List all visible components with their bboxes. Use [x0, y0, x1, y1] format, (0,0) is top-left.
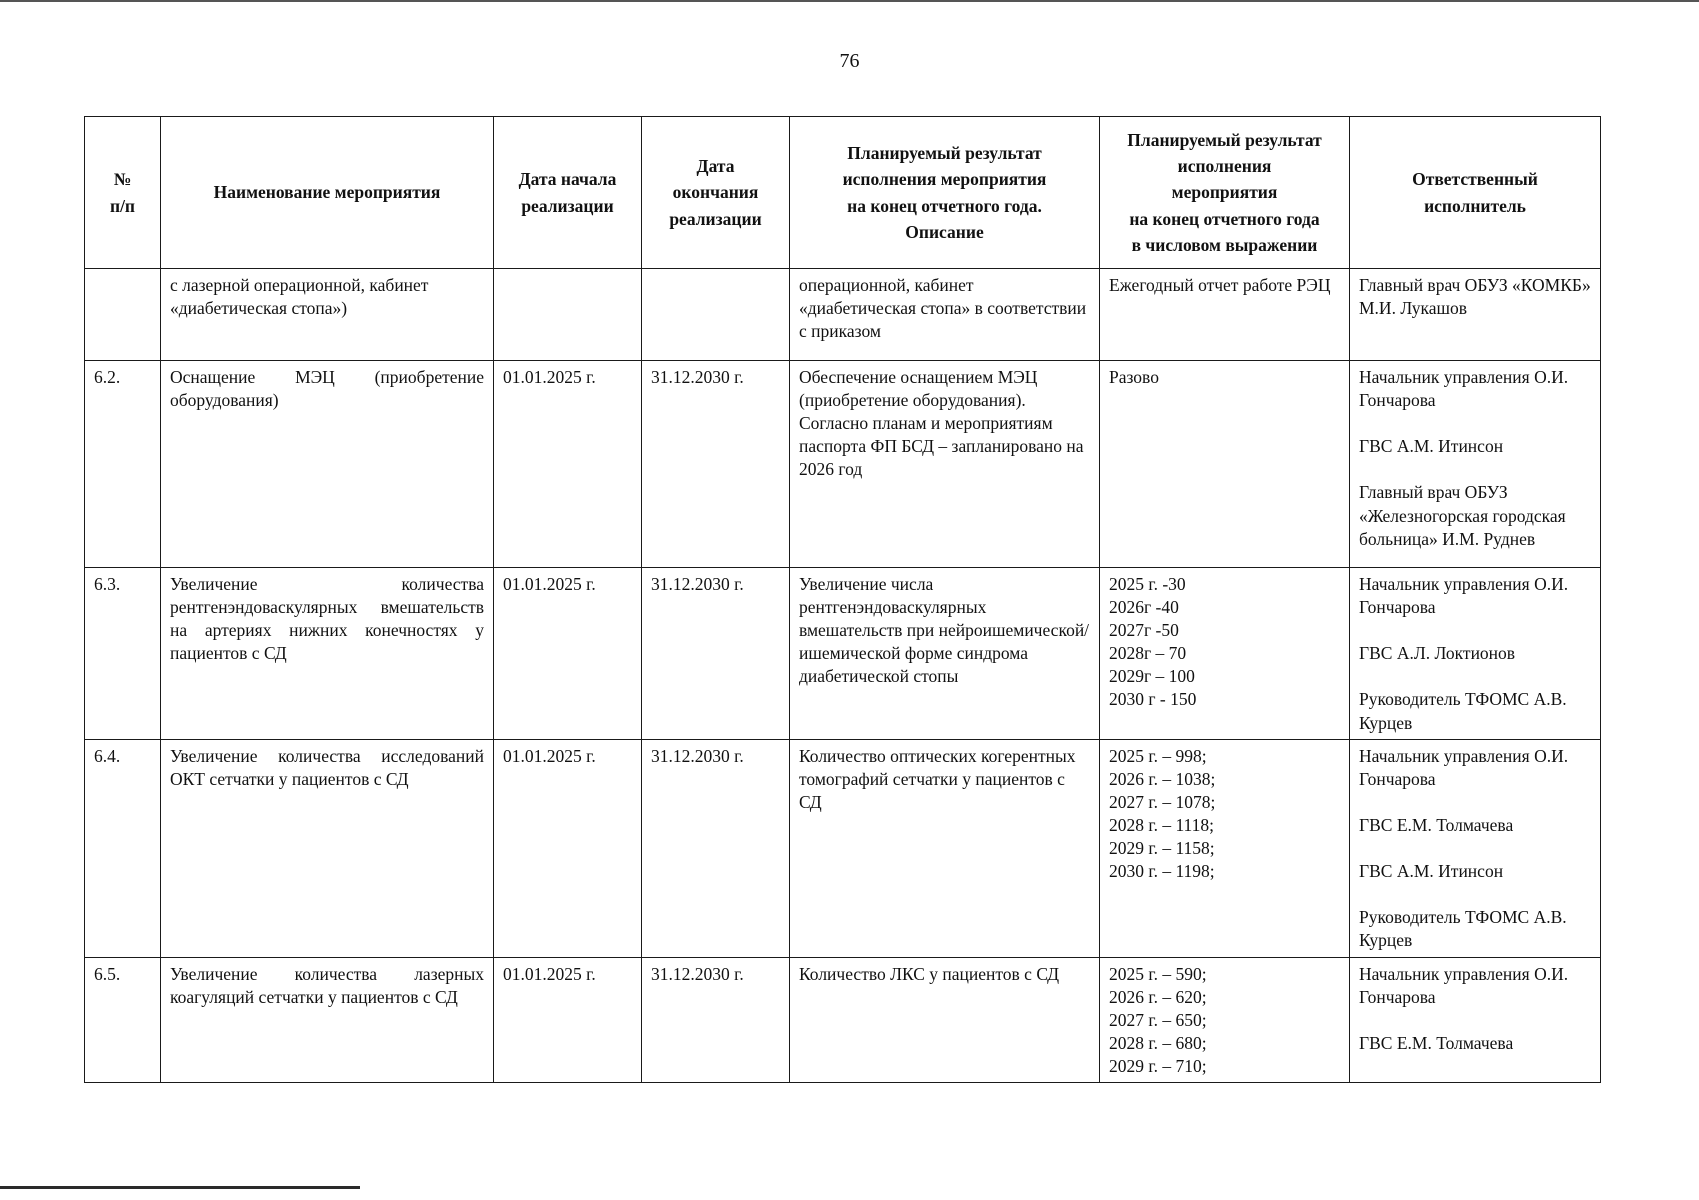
row-start-date: 01.01.2025 г. [494, 568, 642, 740]
row-end-date: 31.12.2030 г. [642, 739, 790, 957]
row-activity-name: Увеличение количества лазерных коагуляций сетчатки у пациентов с СД [161, 957, 494, 1082]
row-start-date: 01.01.2025 г. [494, 361, 642, 568]
row-activity-name: Оснащение МЭЦ (приобретение оборудования) [161, 361, 494, 568]
row-end-date [642, 269, 790, 361]
row-number: 6.3. [85, 568, 161, 740]
header-activity-name: Наименование мероприятия [161, 117, 494, 269]
row-start-date [494, 269, 642, 361]
row-number: 6.2. [85, 361, 161, 568]
scan-top-edge [0, 0, 1699, 2]
row-responsible: Начальник управления О.И. Гончарова ГВС А.Л. Локтионов Руководитель ТФОМС А.В. Курцев [1350, 568, 1601, 740]
header-start-date: Дата начала реализации [494, 117, 642, 269]
row-number [85, 269, 161, 361]
header-result-numeric: Планируемый результат исполнения мероприятия на конец отчетного года в числовом выражении [1100, 117, 1350, 269]
row-responsible: Начальник управления О.И. Гончарова ГВС А.М. Итинсон Главный врач ОБУЗ «Железногорская городская больница» И.М. Руднев [1350, 361, 1601, 568]
row-result-description: Увеличение числа рентгенэндоваскулярных вмешательств при нейроишемической/ ишемической форме синдрома диабетической стопы [790, 568, 1100, 740]
row-result-numeric: 2025 г. – 998; 2026 г. – 1038; 2027 г. – 1078; 2028 г. – 1118; 2029 г. – 1158; 2030 г. – 1198; [1100, 739, 1350, 957]
header-end-date: Дата окончания реализации [642, 117, 790, 269]
table-row [85, 739, 1601, 957]
header-result-description: Планируемый результат исполнения мероприятия на конец отчетного года. Описание [790, 117, 1100, 269]
header-number: № п/п [85, 117, 161, 269]
table-row [85, 568, 1601, 740]
row-result-numeric: 2025 г. -30 2026г -40 2027г -50 2028г – 70 2029г – 100 2030 г - 150 [1100, 568, 1350, 740]
row-end-date: 31.12.2030 г. [642, 957, 790, 1082]
row-result-description: Обеспечение оснащением МЭЦ (приобретение оборудования). Согласно планам и мероприятиям паспорта ФП БСД – запланировано на 2026 год [790, 361, 1100, 568]
row-responsible: Начальник управления О.И. Гончарова ГВС Е.М. Толмачева [1350, 957, 1601, 1082]
row-activity-name: Увеличение количества рентгенэндоваскулярных вмешательств на артериях нижних конечностях у пациентов с СД [161, 568, 494, 740]
row-activity-name: с лазерной операционной, кабинет «диабетическая стопа») [161, 269, 494, 361]
table-row [85, 361, 1601, 568]
row-result-description: Количество ЛКС у пациентов с СД [790, 957, 1100, 1082]
page-number: 76 [839, 50, 860, 72]
table-header-row [85, 117, 1601, 269]
row-activity-name: Увеличение количества исследований ОКТ сетчатки у пациентов с СД [161, 739, 494, 957]
table-row [85, 957, 1601, 1082]
row-start-date: 01.01.2025 г. [494, 957, 642, 1082]
activities-table [84, 116, 1601, 1083]
scan-bottom-edge [0, 1186, 360, 1189]
row-responsible: Начальник управления О.И. Гончарова ГВС Е.М. Толмачева ГВС А.М. Итинсон Руководитель ТФОМС А.В. Курцев [1350, 739, 1601, 957]
table-row [85, 269, 1601, 361]
row-end-date: 31.12.2030 г. [642, 361, 790, 568]
row-end-date: 31.12.2030 г. [642, 568, 790, 740]
row-result-numeric: Разово [1100, 361, 1350, 568]
row-number: 6.4. [85, 739, 161, 957]
row-start-date: 01.01.2025 г. [494, 739, 642, 957]
header-responsible: Ответственный исполнитель [1350, 117, 1601, 269]
row-result-description: Количество оптических когерентных томографий сетчатки у пациентов с СД [790, 739, 1100, 957]
row-responsible: Главный врач ОБУЗ «КОМКБ» М.И. Лукашов [1350, 269, 1601, 361]
row-result-description: операционной, кабинет «диабетическая стопа» в соответствии с приказом [790, 269, 1100, 361]
row-result-numeric: 2025 г. – 590; 2026 г. – 620; 2027 г. – 650; 2028 г. – 680; 2029 г. – 710; [1100, 957, 1350, 1082]
row-number: 6.5. [85, 957, 161, 1082]
row-result-numeric: Ежегодный отчет работе РЭЦ [1100, 269, 1350, 361]
